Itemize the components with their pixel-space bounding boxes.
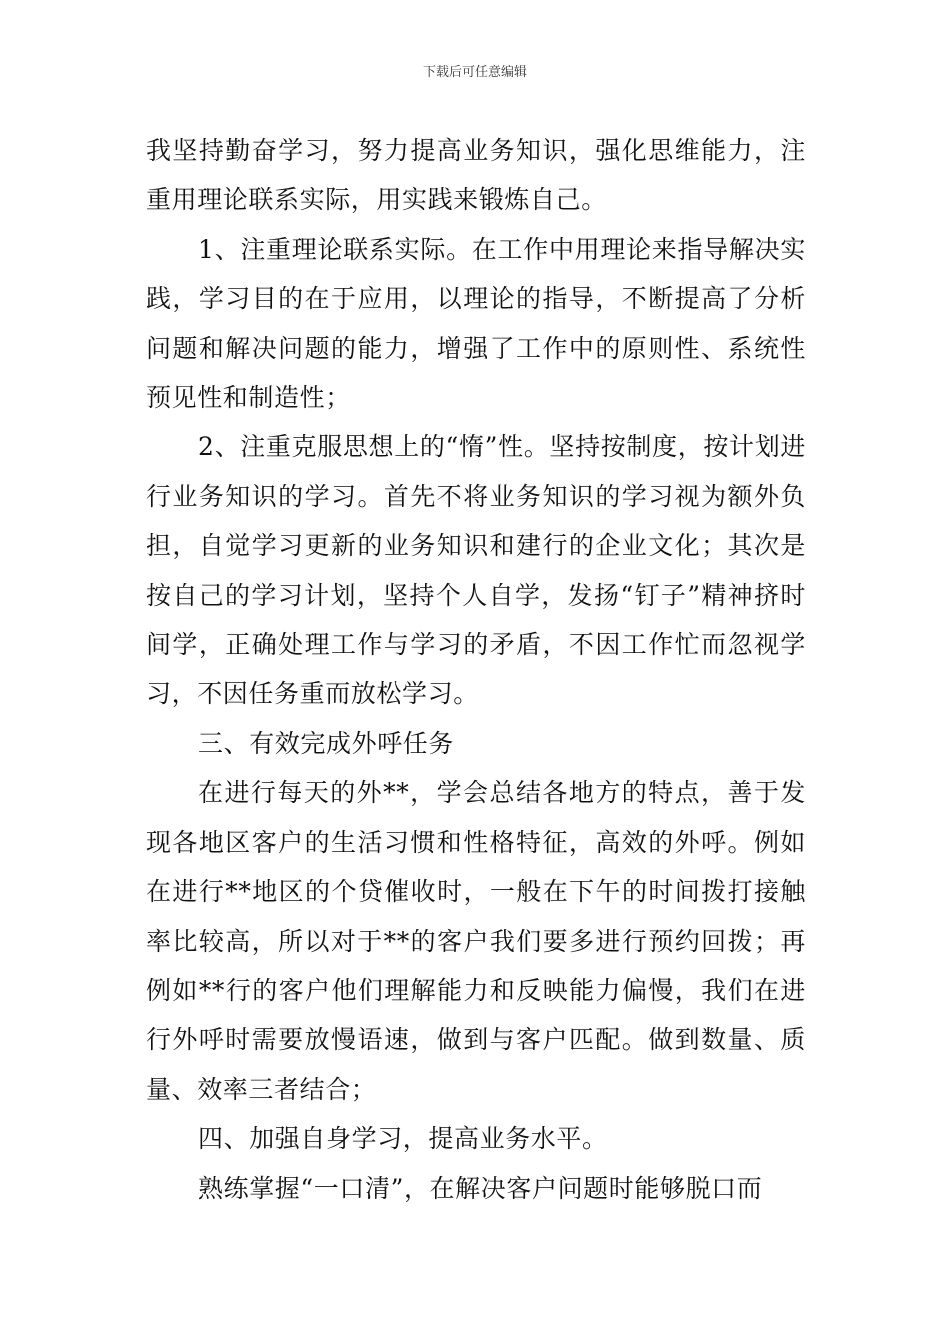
section-heading-outbound-calls: 三、有效完成外呼任务 [198, 728, 455, 758]
paragraph-overcome-laziness: 2、注重克服思想上的“惰”性。坚持按制度，按计划进行业务知识的学习。首先不将业务知识的学习视为额外负担，自觉学习更新的业务知识和建行的企业文化；其次是按自己的学习计划，坚持个人自学，发扬“钉子”精神挤时间学，正确处理工作与学习的矛盾，不因工作忙而忽视学习，不因任务重而放松学习。 [146, 432, 806, 709]
paragraph-outbound-calls: 在进行每天的外**，学会总结各地方的特点，善于发现各地区客户的生活习惯和性格特征，高效的外呼。例如在进行**地区的个贷催收时，一般在下午的时间拨打接触率比较高，所以对于**的客户我们要多进行预约回拨；再例如**行的客户他们理解能力和反映能力偏慢，我们在进行外呼时需要放慢语速，做到与客户匹配。做到数量、质量、效率三者结合； [146, 778, 806, 1104]
paragraph-study-intro: 我坚持勤奋学习，努力提高业务知识，强化思维能力，注重用理论联系实际，用实践来锻炼自己。 [146, 136, 806, 215]
document-body [146, 126, 806, 1213]
paragraph-theory-practice: 1、注重理论联系实际。在工作中用理论来指导解决实践，学习目的在于应用，以理论的指导，不断提高了分析问题和解决问题的能力，增强了工作中的原则性、系统性预见性和制造性； [146, 234, 806, 413]
page-header: 下载后可任意编辑 [422, 65, 527, 80]
paragraph-yikouqing: 熟练掌握“一口清”，在解决客户问题时能够脱口而 [198, 1173, 763, 1203]
section-heading-self-study: 四、加强自身学习，提高业务水平。 [198, 1124, 608, 1154]
